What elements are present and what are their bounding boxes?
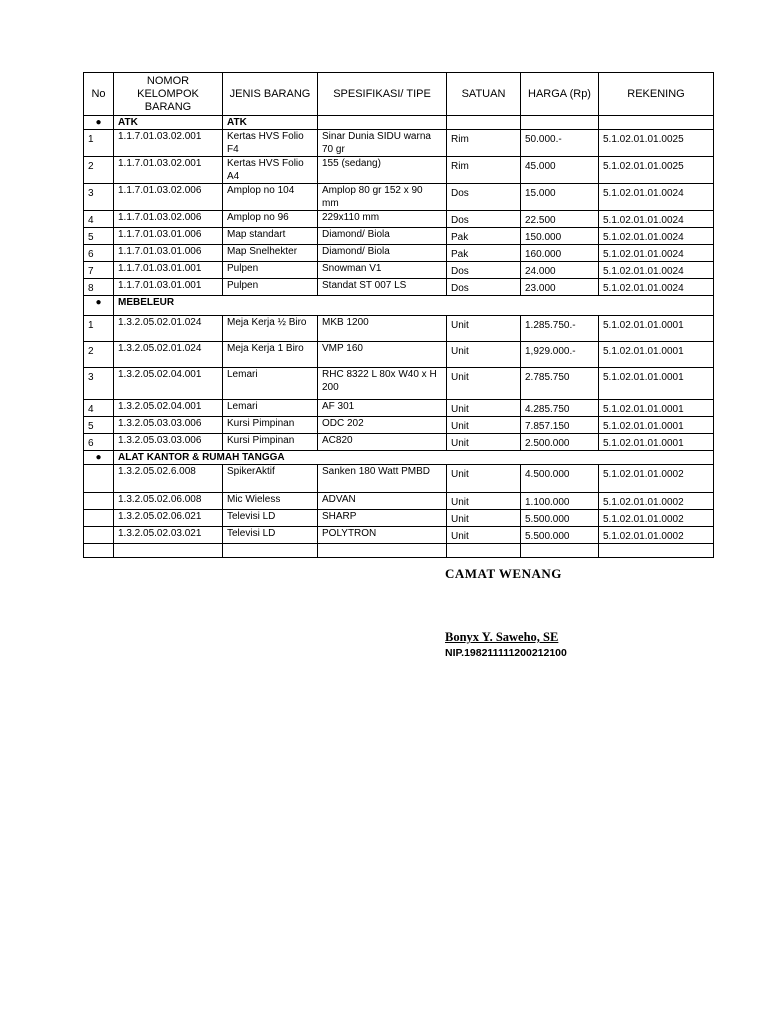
table-row <box>84 157 714 184</box>
cell-kode: 1.3.2.05.02.6.008 <box>114 465 223 493</box>
cell-harga: 1.285.750.- <box>521 316 599 342</box>
empty-cell <box>318 116 447 130</box>
empty-cell <box>521 116 599 130</box>
empty-cell <box>318 544 447 558</box>
bullet-icon: ● <box>84 296 114 316</box>
cell-harga: 22.500 <box>521 211 599 228</box>
cell-harga: 45.000 <box>521 157 599 184</box>
cell-no: 5 <box>84 228 114 245</box>
table-row <box>84 316 714 342</box>
section-title-secondary: ATK <box>223 116 318 130</box>
cell-harga: 5.500.000 <box>521 527 599 544</box>
cell-satuan: Dos <box>447 184 521 211</box>
table-row <box>84 228 714 245</box>
cell-satuan: Unit <box>447 510 521 527</box>
cell-harga: 1.100.000 <box>521 493 599 510</box>
table-row <box>84 211 714 228</box>
cell-no: 4 <box>84 400 114 417</box>
cell-jenis: Lemari <box>223 400 318 417</box>
cell-kode: 1.3.2.05.03.03.006 <box>114 417 223 434</box>
cell-rekening: 5.1.02.01.01.0024 <box>599 262 714 279</box>
cell-spek: AF 301 <box>318 400 447 417</box>
cell-no: 3 <box>84 184 114 211</box>
signatory-name: Bonyx Y. Saweho, SE <box>445 630 559 644</box>
empty-cell <box>447 116 521 130</box>
empty-cell <box>447 544 521 558</box>
cell-no: 4 <box>84 211 114 228</box>
table-row <box>84 342 714 368</box>
cell-satuan: Dos <box>447 279 521 296</box>
cell-kode: 1.3.2.05.02.01.024 <box>114 342 223 368</box>
cell-rekening: 5.1.02.01.01.0024 <box>599 228 714 245</box>
empty-cell <box>599 116 714 130</box>
cell-spek: ADVAN <box>318 493 447 510</box>
cell-satuan: Unit <box>447 342 521 368</box>
cell-no: 6 <box>84 434 114 451</box>
cell-spek: Diamond/ Biola <box>318 245 447 262</box>
cell-jenis: Kursi Pimpinan <box>223 434 318 451</box>
cell-satuan: Unit <box>447 527 521 544</box>
cell-harga: 15.000 <box>521 184 599 211</box>
cell-jenis: Map standart <box>223 228 318 245</box>
cell-kode: 1.1.7.01.03.02.006 <box>114 184 223 211</box>
cell-jenis: Televisi LD <box>223 527 318 544</box>
header-rekening: REKENING <box>599 73 714 116</box>
cell-harga: 2.500.000 <box>521 434 599 451</box>
cell-satuan: Pak <box>447 245 521 262</box>
cell-jenis: Pulpen <box>223 279 318 296</box>
table-row <box>84 279 714 296</box>
cell-no: 1 <box>84 130 114 157</box>
cell-kode: 1.1.7.01.03.02.001 <box>114 130 223 157</box>
empty-cell <box>599 544 714 558</box>
table-row <box>84 527 714 544</box>
cell-spek: Standat ST 007 LS <box>318 279 447 296</box>
section-row <box>84 451 714 465</box>
cell-no: 5 <box>84 417 114 434</box>
cell-no: 6 <box>84 245 114 262</box>
cell-satuan: Unit <box>447 400 521 417</box>
cell-spek: Sanken 180 Watt PMBD <box>318 465 447 493</box>
table-row <box>84 510 714 527</box>
empty-cell <box>223 544 318 558</box>
cell-rekening: 5.1.02.01.01.0001 <box>599 342 714 368</box>
table-row <box>84 130 714 157</box>
cell-jenis: Lemari <box>223 368 318 400</box>
table-body <box>84 116 714 558</box>
cell-spek: 229x110 mm <box>318 211 447 228</box>
cell-rekening: 5.1.02.01.01.0002 <box>599 465 714 493</box>
table-row <box>84 262 714 279</box>
cell-kode: 1.3.2.05.02.04.001 <box>114 400 223 417</box>
cell-rekening: 5.1.02.01.01.0001 <box>599 417 714 434</box>
cell-spek: ODC 202 <box>318 417 447 434</box>
cell-no: 7 <box>84 262 114 279</box>
cell-jenis: Kursi Pimpinan <box>223 417 318 434</box>
cell-rekening: 5.1.02.01.01.0001 <box>599 434 714 451</box>
cell-satuan: Rim <box>447 130 521 157</box>
cell-kode: 1.3.2.05.02.06.021 <box>114 510 223 527</box>
cell-harga: 160.000 <box>521 245 599 262</box>
table-row <box>84 465 714 493</box>
cell-spek: Snowman V1 <box>318 262 447 279</box>
cell-rekening: 5.1.02.01.01.0002 <box>599 510 714 527</box>
header-no: No <box>84 73 114 116</box>
cell-harga: 7.857.150 <box>521 417 599 434</box>
cell-rekening: 5.1.02.01.01.0001 <box>599 368 714 400</box>
cell-harga: 4.285.750 <box>521 400 599 417</box>
cell-rekening: 5.1.02.01.01.0025 <box>599 130 714 157</box>
section-row <box>84 116 714 130</box>
section-title: ALAT KANTOR & RUMAH TANGGA <box>114 451 714 465</box>
cell-harga: 5.500.000 <box>521 510 599 527</box>
cell-spek: MKB 1200 <box>318 316 447 342</box>
cell-no: 3 <box>84 368 114 400</box>
cell-spek: 155 (sedang) <box>318 157 447 184</box>
cell-jenis: Pulpen <box>223 262 318 279</box>
cell-kode: 1.1.7.01.03.02.001 <box>114 157 223 184</box>
cell-satuan: Unit <box>447 434 521 451</box>
cell-rekening: 5.1.02.01.01.0002 <box>599 493 714 510</box>
section-title: ATK <box>114 116 223 130</box>
table-row <box>84 368 714 400</box>
cell-harga: 24.000 <box>521 262 599 279</box>
cell-spek: SHARP <box>318 510 447 527</box>
cell-rekening: 5.1.02.01.01.0024 <box>599 245 714 262</box>
cell-spek: Sinar Dunia SIDU warna 70 gr <box>318 130 447 157</box>
bullet-icon: ● <box>84 451 114 465</box>
cell-satuan: Rim <box>447 157 521 184</box>
cell-harga: 23.000 <box>521 279 599 296</box>
empty-row <box>84 544 714 558</box>
cell-kode: 1.3.2.05.03.03.006 <box>114 434 223 451</box>
section-row <box>84 296 714 316</box>
header-harga: HARGA (Rp) <box>521 73 599 116</box>
cell-rekening: 5.1.02.01.01.0025 <box>599 157 714 184</box>
header-kode: NOMOR KELOMPOK BARANG <box>114 73 223 116</box>
cell-spek: Diamond/ Biola <box>318 228 447 245</box>
cell-satuan: Unit <box>447 417 521 434</box>
cell-jenis: Amplop no 96 <box>223 211 318 228</box>
cell-spek: Amplop 80 gr 152 x 90 mm <box>318 184 447 211</box>
cell-kode: 1.3.2.05.02.04.001 <box>114 368 223 400</box>
cell-satuan: Pak <box>447 228 521 245</box>
cell-kode: 1.1.7.01.03.01.006 <box>114 245 223 262</box>
signatory-title: CAMAT WENANG <box>445 566 562 581</box>
cell-jenis: Map Snelhekter <box>223 245 318 262</box>
cell-satuan: Unit <box>447 368 521 400</box>
empty-cell <box>521 544 599 558</box>
table-row <box>84 434 714 451</box>
cell-no: 1 <box>84 316 114 342</box>
cell-rekening: 5.1.02.01.01.0001 <box>599 400 714 417</box>
section-title: MEBELEUR <box>114 296 714 316</box>
cell-no <box>84 493 114 510</box>
header-satuan: SATUAN <box>447 73 521 116</box>
empty-cell <box>114 544 223 558</box>
cell-satuan: Unit <box>447 316 521 342</box>
header-jenis: JENIS BARANG <box>223 73 318 116</box>
inventory-table <box>83 72 714 558</box>
cell-jenis: SpikerAktif <box>223 465 318 493</box>
cell-no <box>84 510 114 527</box>
cell-harga: 2.785.750 <box>521 368 599 400</box>
empty-cell <box>84 544 114 558</box>
cell-satuan: Dos <box>447 211 521 228</box>
cell-kode: 1.1.7.01.03.01.001 <box>114 262 223 279</box>
cell-rekening: 5.1.02.01.01.0001 <box>599 316 714 342</box>
cell-no: 2 <box>84 342 114 368</box>
cell-spek: RHC 8322 L 80x W40 x H 200 <box>318 368 447 400</box>
cell-no <box>84 465 114 493</box>
bullet-icon: ● <box>84 116 114 130</box>
cell-no: 8 <box>84 279 114 296</box>
cell-rekening: 5.1.02.01.01.0002 <box>599 527 714 544</box>
cell-kode: 1.1.7.01.03.02.006 <box>114 211 223 228</box>
cell-no <box>84 527 114 544</box>
cell-satuan: Unit <box>447 465 521 493</box>
header-spek: SPESIFIKASI/ TIPE <box>318 73 447 116</box>
cell-harga: 50.000.- <box>521 130 599 157</box>
cell-spek: AC820 <box>318 434 447 451</box>
cell-satuan: Dos <box>447 262 521 279</box>
cell-no: 2 <box>84 157 114 184</box>
cell-jenis: Amplop no 104 <box>223 184 318 211</box>
table-row <box>84 245 714 262</box>
cell-harga: 150.000 <box>521 228 599 245</box>
cell-jenis: Meja Kerja ½ Biro <box>223 316 318 342</box>
cell-harga: 4.500.000 <box>521 465 599 493</box>
cell-spek: POLYTRON <box>318 527 447 544</box>
cell-kode: 1.3.2.05.02.03.021 <box>114 527 223 544</box>
cell-jenis: Kertas HVS Folio F4 <box>223 130 318 157</box>
cell-kode: 1.1.7.01.03.01.001 <box>114 279 223 296</box>
cell-spek: VMP 160 <box>318 342 447 368</box>
table-row <box>84 184 714 211</box>
cell-rekening: 5.1.02.01.01.0024 <box>599 211 714 228</box>
cell-jenis: Meja Kerja 1 Biro <box>223 342 318 368</box>
cell-kode: 1.3.2.05.02.06.008 <box>114 493 223 510</box>
signatory-nip: NIP.198211111200212100 <box>445 647 567 659</box>
cell-satuan: Unit <box>447 493 521 510</box>
cell-jenis: Kertas HVS Folio A4 <box>223 157 318 184</box>
cell-kode: 1.3.2.05.02.01.024 <box>114 316 223 342</box>
cell-kode: 1.1.7.01.03.01.006 <box>114 228 223 245</box>
table-row <box>84 493 714 510</box>
cell-harga: 1,929.000.- <box>521 342 599 368</box>
table-row <box>84 400 714 417</box>
cell-jenis: Televisi LD <box>223 510 318 527</box>
cell-rekening: 5.1.02.01.01.0024 <box>599 279 714 296</box>
cell-jenis: Mic Wieless <box>223 493 318 510</box>
table-row <box>84 417 714 434</box>
table-header-row <box>84 73 714 116</box>
cell-rekening: 5.1.02.01.01.0024 <box>599 184 714 211</box>
